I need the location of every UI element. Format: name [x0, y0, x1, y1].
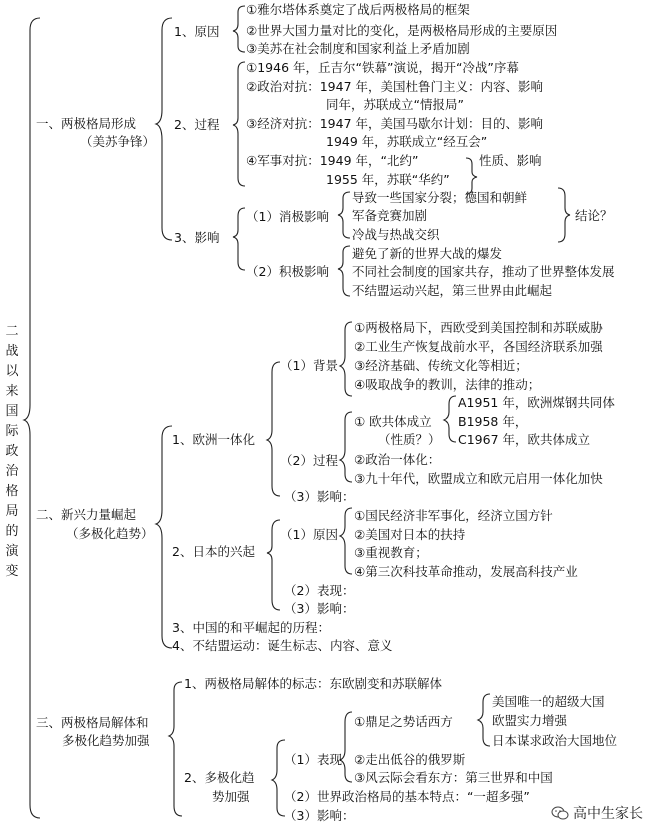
s1-process-line: 1955 年，苏联“华约” — [326, 172, 450, 187]
s1-military-note: 性质、影响 — [479, 153, 542, 168]
negative-brace — [338, 192, 350, 238]
show1-brace — [478, 694, 490, 746]
europe-bg-item: ①两极格局下，西欧受到美国控制和苏联威胁 — [354, 320, 603, 335]
s1-process-line: ④军事对抗：1949 年，“北约” — [246, 153, 419, 168]
japan-brace — [267, 520, 280, 610]
s1-process-line: 同年，苏联成立“情报局” — [326, 97, 464, 112]
s1-process-line: ②政治对抗：1947 年，美国杜鲁门主义：内容、影响 — [246, 79, 543, 94]
positive-brace — [338, 246, 350, 296]
s1-reason-item: ②世界大国力量对比的变化，是两极格局形成的主要原因 — [246, 23, 558, 38]
europe-brace — [267, 362, 280, 496]
s1-impact-brace — [233, 208, 245, 270]
positive-item: 不同社会制度的国家共存，推动了世界整体发展 — [352, 264, 615, 279]
europe-label: 1、欧洲一体化 — [172, 432, 255, 447]
show-brace — [340, 712, 352, 782]
china-item: 3、中国的和平崛起的历程： — [172, 620, 330, 635]
japan-reason-brace — [340, 508, 352, 574]
watermark-text: 高中生家长 — [573, 806, 643, 822]
s3-title: 三、两极格局解体和 — [36, 715, 149, 730]
s2-title: 二、新兴力量崛起 — [36, 507, 137, 522]
europe-proc-item: ②政治一体化： — [354, 452, 441, 467]
show1-item: 日本谋求政治大国地位 — [492, 733, 618, 748]
positive-item: 不结盟运动兴起，第三世界由此崛起 — [352, 283, 553, 298]
s3-subtitle: 多极化趋势加强 — [62, 733, 150, 748]
watermark — [551, 803, 643, 823]
show1-item: 欧盟实力增强 — [492, 713, 568, 728]
europe-proc-item: ③九十年代，欧盟成立和欧元启用一体化加快 — [354, 471, 603, 486]
s1-brace — [156, 18, 172, 240]
negative-label: （1）消极影响 — [246, 209, 329, 224]
root-title: 二战以来国际政治格局的演变 — [5, 324, 19, 579]
europe-proc-label: （2）过程 — [280, 453, 338, 468]
s1-reason-label: 1、原因 — [174, 24, 220, 39]
japan-impact-label: （3）影响： — [284, 601, 355, 616]
europe-bg-label: （1）背景 — [280, 358, 338, 373]
show1-item: 美国唯一的超级大国 — [492, 694, 605, 709]
trend-impact: （3）影响： — [284, 808, 355, 823]
wechat-icon — [551, 806, 569, 820]
s2-brace — [156, 426, 172, 648]
nonaligned-item: 4、不结盟运动：诞生标志、内容、意义 — [172, 638, 393, 653]
positive-label: （2）积极影响 — [246, 264, 329, 279]
europe-proc-brace — [340, 412, 352, 482]
ec-item: B1958 年， — [458, 414, 528, 429]
s1-process-line: ③经济对抗：1947 年，美国马歇尔计划：目的、影响 — [246, 116, 543, 131]
s1-reason-item: ③美苏在社会制度和国家利益上矛盾加剧 — [246, 41, 470, 56]
s1-impact-label: 3、影响 — [174, 230, 220, 245]
europe-impact-label: （3）影响： — [284, 489, 355, 504]
s1-reason-brace — [233, 6, 245, 52]
s1-process-brace — [233, 62, 245, 186]
europe-bg-item: ③经济基础、传统文化等相近； — [354, 358, 528, 373]
europe-bg-item: ②工业生产恢复战前水平，各国经济联系加强 — [354, 339, 603, 354]
trend-label-a: 2、多极化趋 — [184, 770, 255, 785]
conclusion-label: 结论？ — [575, 208, 613, 223]
ec-item: C1967 年，欧共体成立 — [458, 432, 591, 447]
military-brace — [466, 158, 477, 194]
trend-show-label: （1）表现 — [284, 752, 342, 767]
ec-brace — [444, 396, 456, 442]
s3-brace — [169, 682, 182, 816]
s1-process-label: 2、过程 — [174, 117, 220, 132]
japan-reason-item: ①国民经济非军事化，经济立国方针 — [354, 508, 553, 523]
japan-reason-label: （1）原因 — [280, 527, 338, 542]
show-item: ①鼎足之势话西方 — [354, 714, 453, 729]
s1-subtitle: （美苏争锋） — [80, 134, 156, 149]
trend-feature: （2）世界政治格局的基本特点：“一超多强” — [284, 789, 530, 804]
s1-title: 一、两极格局形成 — [36, 116, 137, 131]
japan-label: 2、日本的兴起 — [172, 544, 255, 559]
ec-label: ① 欧共体成立 — [354, 414, 432, 429]
europe-bg-item: ④吸取战争的教训，法律的推动； — [354, 377, 541, 392]
ec-item: A1951 年，欧洲煤钢共同体 — [458, 395, 615, 410]
trend-label-b: 势加强 — [212, 789, 250, 804]
europe-bg-brace — [340, 322, 352, 396]
positive-item: 避免了新的世界大战的爆发 — [352, 246, 503, 261]
negative-item: 导致一些国家分裂；德国和朝鲜 — [352, 190, 528, 205]
s1-reason-item: ①雅尔塔体系奠定了战后两极格局的框架 — [246, 2, 470, 17]
negative-item: 冷战与热战交织 — [352, 227, 440, 242]
s1-process-line: 1949 年，苏联成立“经互会” — [326, 134, 488, 149]
root-brace — [24, 18, 40, 818]
s2-subtitle: （多极化趋势） — [66, 526, 154, 541]
conclusion-brace — [558, 188, 570, 242]
show-item: ②走出低谷的俄罗斯 — [354, 752, 466, 767]
s3-mark: 1、两极格局解体的标志：东欧剧变和苏联解体 — [184, 676, 442, 691]
show-item: ③风云际会看东方：第三世界和中国 — [354, 770, 553, 785]
ec-nature: （性质？） — [378, 432, 441, 447]
japan-reason-item: ③重视教育； — [354, 545, 428, 560]
japan-reason-item: ④第三次科技革命推动，发展高科技产业 — [354, 564, 578, 579]
s1-process-line: ①1946 年，丘吉尔“铁幕”演说，揭开“冷战”序幕 — [246, 60, 519, 75]
japan-reason-item: ②美国对日本的扶持 — [354, 527, 466, 542]
japan-show-label: （2）表现： — [284, 583, 355, 598]
negative-item: 军备竞赛加剧 — [352, 208, 428, 223]
